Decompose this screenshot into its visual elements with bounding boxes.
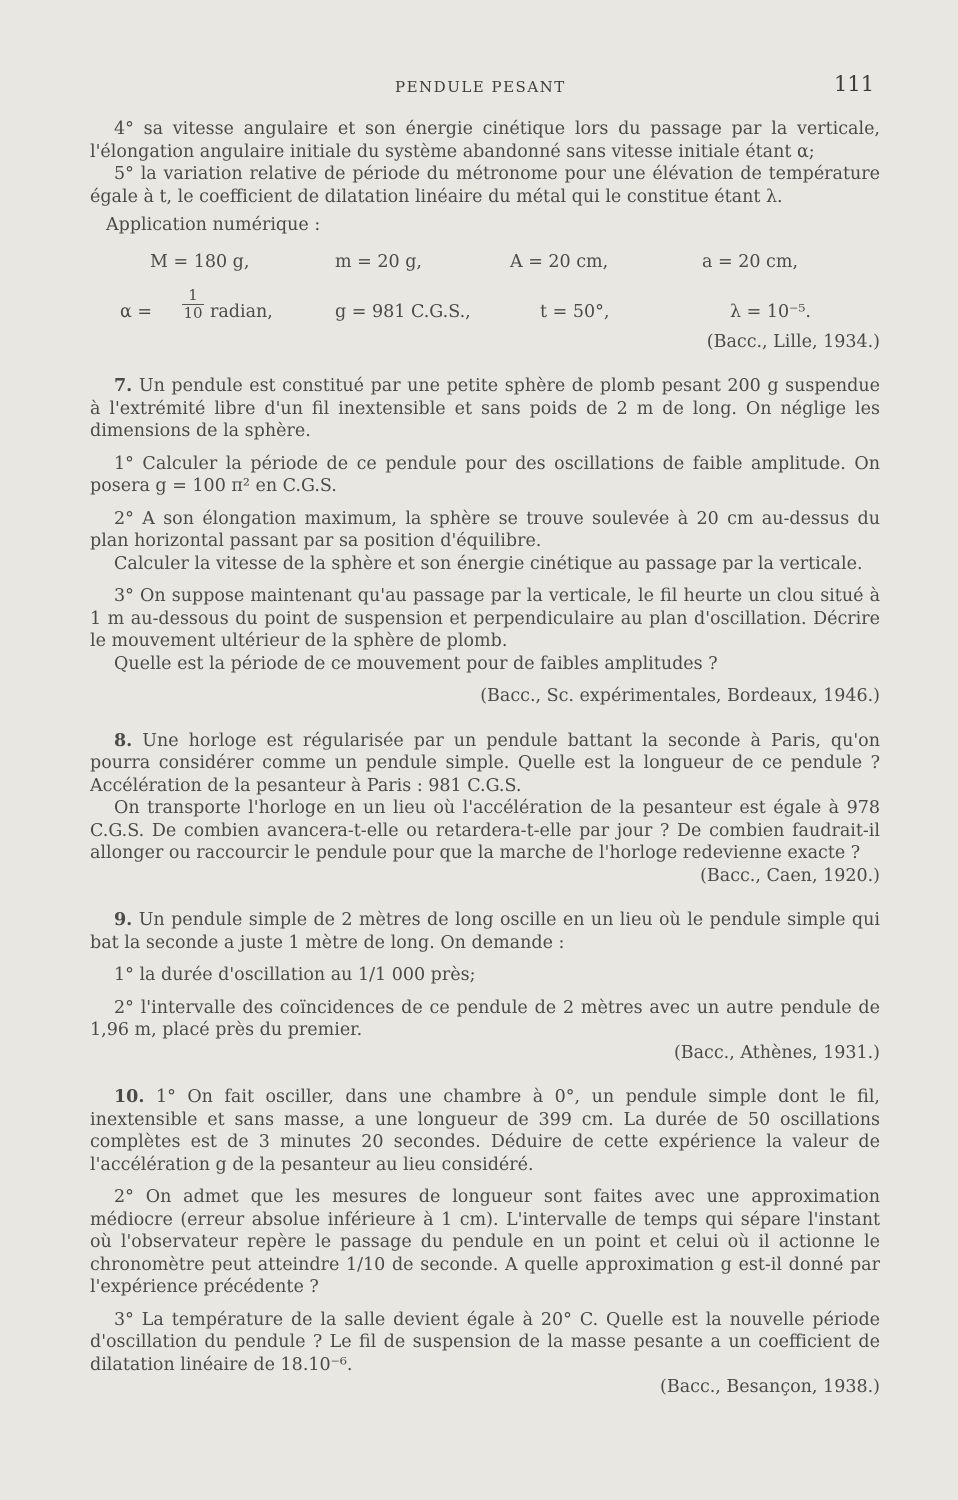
ex10-q3: 3° La température de la salle devient égale à 20° C. Quelle est la nouvelle période d'oscillation du pendule ? Le fil de suspension de la masse pesante a un coefficient de dilatation linéaire de 18.10⁻⁶.	[90, 1309, 880, 1375]
ex8-number: 8.	[114, 730, 133, 751]
prev-item-5: 5° la variation relative de période du métronome pour une élévation de température égale à t, le coefficient de dilatation linéaire du métal qui le constitue étant λ.	[90, 164, 880, 207]
application-label: Application numérique :	[106, 215, 321, 235]
value-g: g = 981 C.G.S.,	[335, 301, 471, 322]
ex8-intro-text: Une horloge est régularisée par un pendule battant la seconde à Paris, qu'on pourra considérer comme un pendule simple. Quelle est la longueur de ce pendule ? Accélération de la pesanteur à Paris : 981 C.G.S.	[90, 730, 880, 796]
page-content	[90, 118, 880, 1399]
value-a: a = 20 cm,	[702, 251, 799, 272]
ex7-q3b: Quelle est la période de ce mouvement pour de faibles amplitudes ?	[114, 653, 718, 674]
ex7-q3a: 3° On suppose maintenant qu'au passage par la verticale, le fil heurte un clou situé à 1 m au-dessous du point de suspension et perpendiculaire au plan d'oscillation. Décrire le mouvement ultérieur de la sphère de plomb.	[90, 586, 880, 651]
page-header	[0, 72, 958, 102]
page-number: 111	[834, 72, 875, 96]
running-title: PENDULE PESANT	[395, 78, 566, 96]
ex9-q2: 2° l'intervalle des coïncidences de ce pendule de 2 mètres avec un autre pendule de 1,96 m, placé près du premier.	[90, 997, 880, 1040]
source-ex9: (Bacc., Athènes, 1931.)	[673, 1042, 880, 1063]
source-ex7: (Bacc., Sc. expérimentales, Bordeaux, 1946.)	[480, 686, 880, 706]
numeric-values-row-1	[90, 245, 880, 281]
ex9-q1: 1° la durée d'oscillation au 1/1 000 près;	[114, 965, 476, 985]
value-M: M = 180 g,	[150, 251, 250, 272]
alpha-denominator: 10	[183, 303, 203, 322]
value-m: m = 20 g,	[335, 251, 422, 272]
ex7-intro	[90, 375, 880, 443]
ex7-q2a: 2° A son élongation maximum, la sphère se trouve soulevée à 20 cm au-dessus du plan horizontal passant par sa position d'équilibre.	[90, 508, 880, 551]
alpha-unit: radian,	[210, 301, 273, 322]
value-lambda: λ = 10⁻⁵.	[730, 301, 811, 322]
prev-item-4: 4° sa vitesse angulaire et son énergie cinétique lors du passage par la verticale, l'élongation angulaire initiale du système abandonné sans vitesse initiale étant α;	[90, 119, 880, 162]
value-t: t = 50°,	[540, 301, 610, 322]
ex7-q2b: Calculer la vitesse de la sphère et son énergie cinétique au passage par la verticale.	[114, 553, 863, 574]
source-ex8: (Bacc., Caen, 1920.)	[700, 865, 880, 886]
ex10-q1	[90, 1086, 880, 1176]
alpha-numerator: 1	[182, 287, 204, 305]
ex10-q1-text: 1° On fait osciller, dans une chambre à 0°, un pendule simple dont le fil, inextensible et sans masse, a une longueur de 399 cm. La durée de 50 oscillations complètes est de 3 minutes 20 secondes. Déduire de cette expérience la valeur de l'accélération g de la pesanteur au lieu considéré.	[90, 1087, 880, 1175]
source-ex10: (Bacc., Besançon, 1938.)	[660, 1377, 880, 1397]
ex8-intro	[90, 730, 880, 798]
numeric-values-row-2	[90, 287, 880, 335]
ex9-number: 9.	[114, 910, 133, 930]
alpha-prefix: α =	[120, 301, 153, 322]
source-prev: (Bacc., Lille, 1934.)	[706, 331, 880, 352]
ex9-intro-text: Un pendule simple de 2 mètres de long oscille en un lieu où le pendule simple qui bat la seconde a juste 1 mètre de long. On demande :	[90, 910, 880, 953]
ex9-intro	[90, 909, 880, 954]
ex8-body: On transporte l'horloge en un lieu où l'accélération de la pesanteur est égale à 978 C.G.S. De combien avancera-t-elle ou retardera-t-elle par jour ? De combien faudrait-il allonger ou raccourcir le pendule pour que la marche de l'horloge redevienne exacte ?	[90, 798, 880, 863]
ex7-number: 7.	[114, 376, 133, 396]
value-A: A = 20 cm,	[510, 251, 609, 272]
alpha-fraction	[182, 287, 204, 322]
ex7-intro-text: Un pendule est constitué par une petite sphère de plomb pesant 200 g suspendue à l'extrémité libre d'un fil inextensible et sans poids de 2 m de long. On néglige les dimensions de la sphère.	[90, 376, 880, 441]
ex7-q1: 1° Calculer la période de ce pendule pour des oscillations de faible amplitude. On posera g = 100 π² en C.G.S.	[90, 453, 880, 496]
ex10-q2: 2° On admet que les mesures de longueur sont faites avec une approximation médiocre (erreur absolue inférieure à 1 cm). L'intervalle de temps qui sépare l'instant où l'observateur repère le passage du pendule en un point et celui où il actionne le chronomètre peut atteindre 1/10 de seconde. A quelle approximation g est-il donné par l'expérience précédente ?	[90, 1187, 880, 1297]
ex10-number: 10.	[114, 1087, 145, 1107]
